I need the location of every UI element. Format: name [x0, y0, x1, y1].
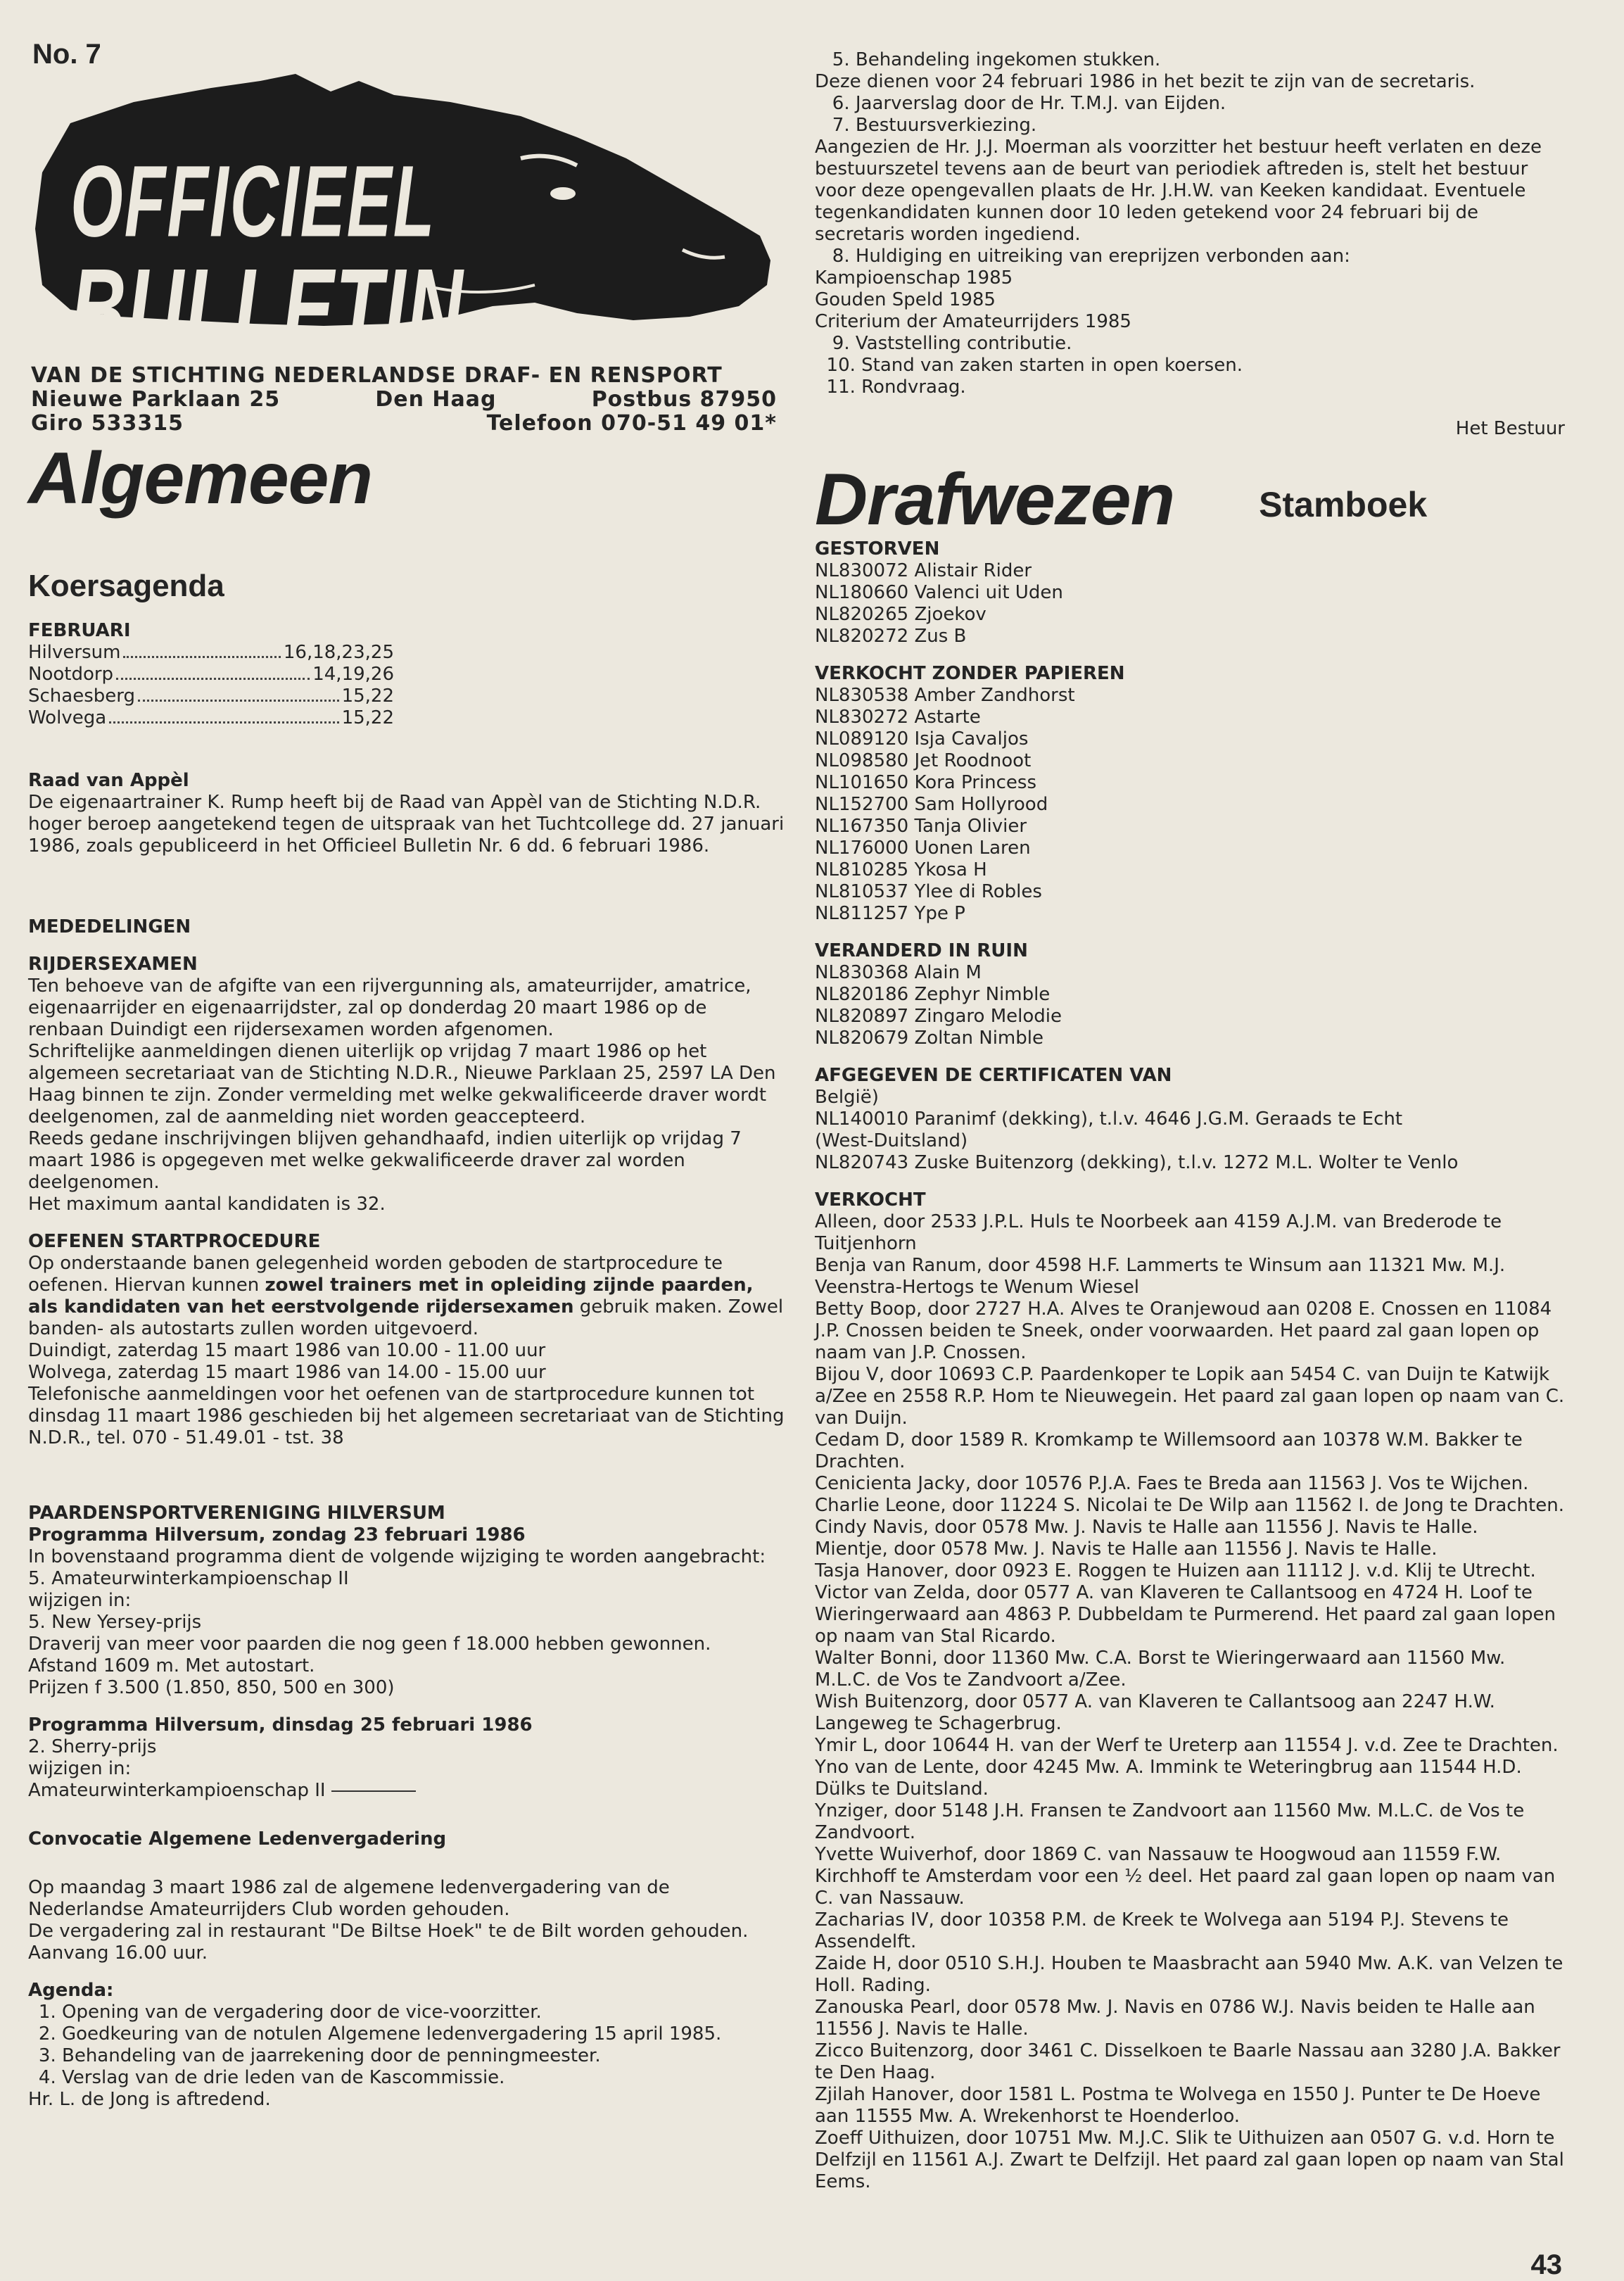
page-number: 43 — [1530, 2249, 1562, 2280]
verkocht-item: Bijou V, door 10693 C.P. Paardenkoper te Lopik aan 5454 C. van Duijn te Katwijk a/Zee en 2558 R.P. Hom te Nieuwegein. Het paard zal gaan lopen op naam van C. van Duijn. — [815, 1364, 1571, 1429]
section-subtitle-stamboek: Stamboek — [1259, 485, 1428, 524]
verkocht-item: Yno van de Lente, door 4245 Mw. A. Immink te Weteringbrug aan 11544 H.D. Dülks te Duitsland. — [815, 1757, 1528, 1800]
koersagenda-row — [28, 664, 394, 685]
koersagenda-title: Koersagenda — [28, 569, 224, 603]
zonder-list — [815, 685, 1565, 925]
koersagenda-dates: 14,19,26 — [312, 664, 394, 685]
agenda-cont-line: 6. Jaarverslag door de Hr. T.M.J. van Eijden. — [815, 93, 1226, 114]
telefoon: Telefoon 070-51 49 01* — [486, 411, 777, 436]
dot-leader — [138, 685, 339, 702]
gestorven-item: NL830072 Alistair Rider — [815, 560, 1032, 581]
ruin-list — [815, 962, 1565, 1049]
hilversum-prog2-last — [28, 1780, 788, 1802]
divider-rule — [331, 1790, 416, 1792]
agenda-list — [28, 2002, 788, 2089]
publisher-block — [31, 364, 777, 436]
zonder-item: NL810537 Ylee di Robles — [815, 881, 1042, 902]
ruin-item: NL830368 Alain M — [815, 962, 982, 983]
ruin-item: NL820186 Zephyr Nimble — [815, 984, 1051, 1005]
convocatie-p3: Aanvang 16.00 uur. — [28, 1942, 208, 1964]
prog1-line: Draverij van meer voor paarden die nog geen f 18.000 hebben gewonnen. — [28, 1634, 711, 1655]
verkocht-item: Zicco Buitenzorg, door 3461 C. Disselkoen te Baarle Nassau aan 3280 J.A. Bakker te Den Haag. — [815, 2040, 1566, 2083]
prog1-line: 5. Amateurwinterkampioenschap II — [28, 1568, 349, 1589]
certificaat-item: (West-Duitsland) — [815, 1130, 968, 1151]
hilversum-prog2-lines — [28, 1736, 788, 1780]
publisher-name: VAN DE STICHTING NEDERLANDSE DRAF- EN RENSPORT — [31, 363, 723, 388]
address: Nieuwe Parklaan 25 — [31, 387, 281, 412]
agenda-item: 1. Opening van de vergadering door de vice-voorzitter. — [62, 2002, 788, 2023]
oefenen-duindigt: Duindigt, zaterdag 15 maart 1986 van 10.00 - 11.00 uur — [28, 1340, 546, 1361]
convocatie-p1: Op maandag 3 maart 1986 zal de algemene ledenvergadering van de Nederlandse Amateurrijders Club worden gehouden. — [28, 1877, 675, 1920]
prog2-line: wijzigen in: — [28, 1758, 132, 1779]
verkocht-item: Alleen, door 2533 J.P.L. Huls te Noorbeek aan 4159 A.J.M. van Brederode te Tuitjenhorn — [815, 1211, 1508, 1254]
gestorven-list — [815, 560, 1565, 647]
zonder-item: NL101650 Kora Princess — [815, 772, 1036, 793]
rijdersexamen-p4: Het maximum aantal kandidaten is 32. — [28, 1194, 386, 1215]
zonder-item: NL811257 Ype P — [815, 903, 965, 924]
verkocht-item: Cindy Navis, door 0578 Mw. J. Navis te Halle aan 11556 J. Navis te Halle. — [815, 1517, 1478, 1538]
certificaten-title: AFGEGEVEN DE CERTIFICATEN VAN — [815, 1065, 1172, 1086]
agenda-item: 2. Goedkeuring van de notulen Algemene ledenvergadering 15 april 1985. — [62, 2023, 788, 2045]
oefenen-title: OEFENEN STARTPROCEDURE — [28, 1231, 321, 1252]
dot-leader — [123, 642, 280, 658]
agenda-title: Agenda: — [28, 1980, 114, 2001]
rijdersexamen-p1: Ten behoeve van de afgifte van een rijvergunning als, amateurrijder, amatrice, eigenaarrijder en eigenaarrijdster, zal op donderdag 20 maart 1986 op de renbaan Duindigt een rijdersexamen worden afgenomen. — [28, 975, 757, 1040]
gestorven-item: NL820272 Zus B — [815, 626, 967, 647]
gestorven-item: NL180660 Valenci uit Uden — [815, 582, 1063, 603]
koersagenda-month: FEBRUARI — [28, 620, 131, 641]
koersagenda-track: Wolvega — [28, 707, 107, 728]
raad-title: Raad van Appèl — [28, 770, 189, 791]
koersagenda-track: Nootdorp — [28, 664, 114, 685]
verkocht-item: Betty Boop, door 2727 H.A. Alves te Oranjewoud aan 0208 E. Cnossen en 11084 J.P. Cnossen beiden te Sneek, onder voorwaarden. Het paard zal gaan lopen op naam van J.P. Cnossen. — [815, 1299, 1558, 1363]
verkocht-item: Victor van Zelda, door 0577 A. van Klaveren te Callantsoog en 4724 H. Loof te Wieringerwaard aan 4863 P. Dubbeldam te Purmerend. Het paard zal gaan lopen op naam van Stal Ricardo. — [815, 1582, 1562, 1647]
verkocht-item: Zanouska Pearl, door 0578 Mw. J. Navis en 0786 W.J. Navis beiden te Halle aan 11556 J. Navis te Halle. — [815, 1997, 1542, 2040]
verkocht-item: Mientje, door 0578 Mw. J. Navis te Halle aan 11556 J. Navis te Halle. — [815, 1538, 1438, 1560]
agenda-cont-line: 8. Huldiging en uitreiking van ereprijzen verbonden aan: — [815, 246, 1350, 267]
zonder-title: VERKOCHT ZONDER PAPIEREN — [815, 663, 1125, 684]
agenda-cont-line: 7. Bestuursverkiezing. — [815, 115, 1037, 136]
verkocht-item: Ynziger, door 5148 J.H. Fransen te Zandvoort aan 11560 Mw. M.L.C. de Vos te Zandvoort. — [815, 1800, 1530, 1843]
koersagenda-row — [28, 685, 394, 707]
certificaat-item: NL820743 Zuske Buitenzorg (dekking), t.l.v. 1272 M.L. Wolter te Venlo — [815, 1152, 1459, 1173]
verkocht-item: Zjilah Hanover, door 1581 L. Postma te Wolvega en 1550 J. Punter te De Hoeve aan 11555 Mw. A. Wrekenhorst te Hoenderloo. — [815, 2084, 1547, 2127]
verkocht-item: Ymir L, door 10644 H. van der Werf te Ureterp aan 11554 J. v.d. Zee te Drachten. — [815, 1735, 1559, 1756]
verkocht-item: Zaide H, door 0510 S.H.J. Houben te Maasbracht aan 5940 Mw. A.K. van Velzen te Holl. Rading. — [815, 1953, 1569, 1996]
rijdersexamen-title: RIJDERSEXAMEN — [28, 954, 198, 975]
agenda-continued — [815, 49, 1565, 398]
prog1-line: Prijzen f 3.500 (1.850, 850, 500 en 300) — [28, 1677, 395, 1698]
verkocht-list — [815, 1211, 1571, 2193]
zonder-item: NL830272 Astarte — [815, 707, 981, 728]
koersagenda-dates: 15,22 — [341, 707, 394, 728]
oefenen-p1 — [28, 1253, 788, 1340]
agenda-cont-line: Gouden Speld 1985 — [815, 289, 996, 310]
rijdersexamen-p2: Schriftelijke aanmeldingen dienen uiterlijk op vrijdag 7 maart 1986 op het algemeen secretariaat van de Stichting N.D.R., Nieuwe Parklaan 25, 2597 LA Den Haag binnen te zijn. Zonder vermelding met welke gekwalificeerde draver wordt deelgenomen, zal de aanmelding niet worden geaccepteerd. — [28, 1041, 782, 1127]
hilversum-prog1-lines — [28, 1546, 788, 1699]
zonder-item: NL167350 Tanja Olivier — [815, 816, 1027, 837]
verkocht-item: Cenicienta Jacky, door 10576 P.J.A. Faes te Breda aan 11563 J. Vos te Wijchen. — [815, 1473, 1529, 1494]
prog1-line: Afstand 1609 m. Met autostart. — [28, 1655, 315, 1676]
postbus: Postbus 87950 — [591, 387, 777, 412]
verkocht-item: Zacharias IV, door 10358 P.M. de Kreek te Wolvega aan 5194 P.J. Stevens te Assendelft. — [815, 1909, 1515, 1952]
issue-number: No. 7 — [32, 39, 101, 70]
verkocht-item: Wish Buitenzorg, door 0577 A. van Klaveren te Callantsoog aan 2247 H.W. Langeweg te Schagerbrug. — [815, 1691, 1502, 1734]
zonder-item: NL810285 Ykosa H — [815, 859, 987, 880]
verkocht-item: Zoeff Uithuizen, door 10751 Mw. M.J.C. Slik te Uithuizen aan 0507 G. v.d. Horn te Delfzijl en 11561 A.J. Zwart te Delfzijl. Het paard zal gaan lopen op naam van Stal Eems. — [815, 2128, 1571, 2192]
verkocht-item: Charlie Leone, door 11224 S. Nicolai te De Wilp aan 11562 I. de Jong te Drachten. — [815, 1495, 1564, 1516]
agenda-after: Hr. L. de Jong is aftredend. — [28, 2089, 271, 2110]
hilversum-prog2-title: Programma Hilversum, dinsdag 25 februari 1986 — [28, 1714, 533, 1736]
convocatie-title: Convocatie Algemene Ledenvergadering — [28, 1828, 447, 1850]
agenda-item: 4. Verslag van de drie leden van de Kascommissie. — [62, 2067, 788, 2089]
koersagenda-dates: 16,18,23,25 — [283, 642, 394, 663]
oefenen-p1b: zowel trainers met in opleiding zijnde paarden, als kandidaten van het eerstvolgende rijdersexamen — [28, 1275, 760, 1318]
agenda-cont-line: Kampioenschap 1985 — [815, 267, 1013, 289]
zonder-item: NL152700 Sam Hollyrood — [815, 794, 1048, 815]
left-column — [28, 39, 788, 2111]
signature: Het Bestuur — [1455, 418, 1565, 439]
zonder-item: NL830538 Amber Zandhorst — [815, 685, 1075, 706]
ruin-item: NL820897 Zingaro Melodie — [815, 1006, 1062, 1027]
koersagenda-row — [28, 707, 394, 729]
oefenen-p2: Telefonische aanmeldingen voor het oefenen van de startprocedure kunnen tot dinsdag 11 maart 1986 geschieden bij het algemeen secretariaat van de Stichting N.D.R., tel. 070 - 51.49.01 - tst. 38 — [28, 1384, 790, 1448]
prog2-line: 2. Sherry-prijs — [28, 1736, 157, 1757]
mededelingen-heading: MEDEDELINGEN — [28, 916, 191, 937]
verkocht-item: Tasja Hanover, door 0923 E. Roggen te Huizen aan 11112 J. v.d. Klij te Utrecht. — [815, 1560, 1536, 1581]
gestorven-title: GESTORVEN — [815, 538, 940, 560]
hilversum-prog1-title: Programma Hilversum, zondag 23 februari 1986 — [28, 1524, 526, 1546]
agenda-cont-line: 5. Behandeling ingekomen stukken. — [815, 49, 1161, 70]
dot-leader — [116, 664, 310, 680]
logo-bulletin: BULLETIN — [70, 245, 464, 375]
city: Den Haag — [375, 387, 497, 412]
convocatie-p2: De vergadering zal in restaurant "De Biltse Hoek" te de Bilt worden gehouden. — [28, 1921, 749, 1942]
koersagenda-row — [28, 642, 394, 664]
drafwezen-header — [815, 459, 1565, 541]
raad-text: De eigenaartrainer K. Rump heeft bij de Raad van Appèl van de Stichting N.D.R. hoger beroep aangetekend tegen de uitspraak van het Tuchtcollege dd. 27 januari 1986, zoals gepubliceerd in het Officieel Bulletin Nr. 6 dd. 6 februari 1986. — [28, 792, 790, 857]
giro: Giro 533315 — [31, 411, 184, 436]
verkocht-item: Benja van Ranum, door 4598 H.F. Lammerts te Winsum aan 11321 Mw. M.J. Veenstra-Hertogs te Wenum Wiesel — [815, 1255, 1511, 1298]
agenda-cont-line: 10. Stand van zaken starten in open koersen. — [815, 355, 1243, 376]
koersagenda-track: Hilversum — [28, 642, 121, 663]
oefenen-p1a: Op onderstaande banen gelegenheid worden geboden de startprocedure te oefenen. Hiervan kunnen — [28, 1253, 729, 1296]
verkocht-title: VERKOCHT — [815, 1189, 926, 1211]
logo-officieel: OFFICIEEL — [70, 145, 436, 258]
zonder-item: NL098580 Jet Roodnoot — [815, 750, 1032, 771]
verkocht-item: Walter Bonni, door 11360 Mw. C.A. Borst te Wieringerwaard aan 11560 Mw. M.L.C. de Vos te Zandvoort a/Zee. — [815, 1648, 1511, 1691]
koersagenda-track: Schaesberg — [28, 685, 135, 707]
agenda-cont-line: 11. Rondvraag. — [815, 377, 966, 398]
masthead — [28, 39, 774, 375]
ruin-item: NL820679 Zoltan Nimble — [815, 1028, 1043, 1049]
agenda-cont-line: Criterium der Amateurrijders 1985 — [815, 311, 1131, 332]
hilversum-title: PAARDENSPORTVERENIGING HILVERSUM — [28, 1503, 445, 1524]
prog1-line: 5. New Yersey-prijs — [28, 1612, 202, 1633]
prog2-last-text: Amateurwinterkampioenschap II — [28, 1780, 326, 1801]
right-column — [815, 49, 1571, 2193]
prog1-line: In bovenstaand programma dient de volgende wijziging te worden aangebracht: — [28, 1546, 766, 1567]
dot-leader — [109, 707, 338, 724]
certificaten-list — [815, 1087, 1565, 1174]
verkocht-item: Cedam D, door 1589 R. Kromkamp te Willemsoord aan 10378 W.M. Bakker te Drachten. — [815, 1429, 1528, 1472]
agenda-cont-line: 9. Vaststelling contributie. — [815, 333, 1072, 354]
ruin-title: VERANDERD IN RUIN — [815, 940, 1028, 961]
oefenen-p1c: gebruik maken. Zowel banden- als autostarts zullen worden uitgevoerd. — [28, 1296, 789, 1339]
agenda-item: 3. Behandeling van de jaarrekening door de penningmeester. — [62, 2045, 788, 2067]
section-title-algemeen: Algemeen — [28, 438, 373, 519]
prog1-line: wijzigen in: — [28, 1590, 132, 1611]
zonder-item: NL176000 Uonen Laren — [815, 838, 1031, 859]
certificaat-item: NL140010 Paranimf (dekking), t.l.v. 4646 J.G.M. Geraads te Echt — [815, 1108, 1403, 1130]
gestorven-item: NL820265 Zjoekov — [815, 604, 987, 625]
verkocht-item: Yvette Wuiverhof, door 1869 C. van Nassauw te Hoogwoud aan 11559 F.W. Kirchhoff te Amsterdam voor een ½ deel. Het paard zal gaan lopen op naam van C. van Nassauw. — [815, 1844, 1561, 1909]
certificaat-item: België) — [815, 1087, 879, 1108]
agenda-cont-line: Deze dienen voor 24 februari 1986 in het bezit te zijn van de secretaris. — [815, 71, 1476, 92]
koersagenda-list — [28, 642, 788, 729]
zonder-item: NL089120 Isja Cavaljos — [815, 728, 1029, 750]
koersagenda-dates: 15,22 — [341, 685, 394, 707]
rijdersexamen-p3: Reeds gedane inschrijvingen blijven gehandhaafd, indien uiterlijk op vrijdag 7 maart 1986 is opgegeven met welke gekwalificeerde draver zal worden deelgenomen. — [28, 1128, 748, 1193]
section-title-drafwezen: Drafwezen — [815, 459, 1175, 541]
oefenen-wolvega: Wolvega, zaterdag 15 maart 1986 van 14.00 - 15.00 uur — [28, 1362, 546, 1383]
agenda-cont-line: Aangezien de Hr. J.J. Moerman als voorzitter het bestuur heeft verlaten en deze bestuurszetel tevens aan de beurt van periodiek aftreden is, stelt het bestuur voor deze opengevallen plaats de Hr. J.H.W. van Keeken kandidaat. Eventuele tegenkandidaten kunnen door 10 leden getekend voor 24 februari bij de secretaris worden ingediend. — [815, 137, 1548, 245]
